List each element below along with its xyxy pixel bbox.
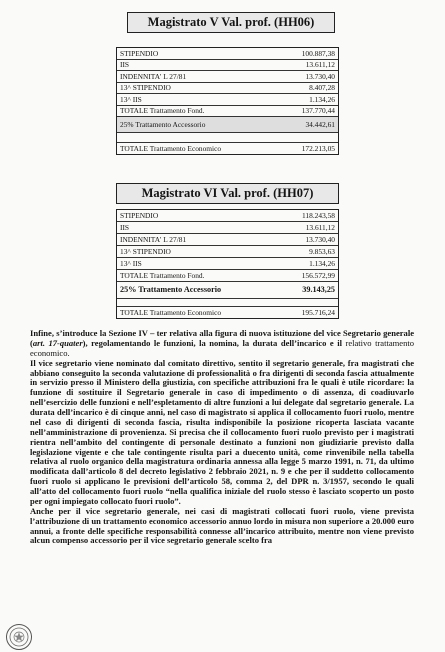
row-label: INDENNITA' L 27/81 (120, 235, 187, 244)
intro-text-b: ), regolamentando le funzioni, la nomina, la durata dell’incarico e il (82, 337, 342, 348)
row-label: IIS (120, 61, 130, 69)
row-value: 195.716,24 (301, 307, 335, 317)
paragraph-intro (30, 329, 414, 359)
article-reference: art. 17-quater (32, 337, 83, 348)
table-row (117, 106, 338, 118)
row-value: 13.730,40 (305, 71, 335, 81)
stamp-seal (6, 624, 32, 650)
table-row-total (117, 142, 338, 154)
table-row (117, 60, 338, 72)
row-label: STIPENDIO (120, 49, 159, 57)
table-row (117, 210, 338, 222)
paragraph-accessory-pay: Anche per il vice segretario generale, nei casi di magistrati collocati fuori ruolo, viene prevista l’attribuzione di un trattamento economico accessorio annuo lordo in misura non superiore a 20.000 euro annui, a fronte delle specifiche responsabilità connesse all’incarico attribuito, mentre non viene previsto alcun compenso accessorio per il vice segretario generale scelto fra (30, 505, 414, 546)
row-value: 118.243,58 (302, 210, 335, 220)
table-row (117, 234, 338, 246)
row-label: 13^ STIPENDIO (120, 247, 171, 256)
row-label: 25% Trattamento Accessorio (120, 285, 222, 294)
row-label: 13^ IIS (120, 259, 142, 268)
paragraph-vice-secretary: Il vice segretario viene nominato dal comitato direttivo, sentito il segretario generale, fra magistrati che abbiano conseguito la seconda valutazione di professionalità o fra dirigenti di seconda fascia attualmente in servizio presso il Ministero della giustizia, con specifiche attribuzioni fra le quali è utile ricordare: la funzione di sostituire il Segretario generale in caso di impedimento o di assenza, di coadiuvarlo nell’esercizio delle funzioni e nell’espletamento di altre funzioni a lui delegate dal segretario generale. La durata dell’incarico è di cinque anni, nel caso di magistrato si applica il collocamento fuori ruolo, mentre nel caso di dirigenti di seconda fascia, risulta indisponibile la posizione ricoperta lasciata vacante nell’amministrazione di provenienza. Si precisa che il collocamento fuori ruolo previsto per i magistrati rientra nell’ambito del contingente di personale destinato a funzioni non giudiziarie previsto dalla legislazione vigente e che tale contingente risulta pari a duecento unità, come rinvenibile nella tabella relativa al ruolo organico della magistratura ordinaria annessa alla legge 5 marzo 1991, n. 71, da ultimo modificata dall’articolo 8 del decreto legislativo 2 febbraio 2021, n. 9 e che per il suddetto collocamento fuori ruolo si applicano le previsioni dell’articolo 58, comma 2, del DPR n. 3/1957, secondo le quali all’atto del collocamento fuori ruolo “nella qualifica iniziale del ruolo stesso è lasciato scoperto un posto per ogni impiegato collocato fuori ruolo”. (30, 357, 414, 506)
row-value: 1.134,26 (309, 94, 335, 104)
row-value: 9.853,63 (309, 246, 335, 256)
row-label: TOTALE Trattamento Fond. (120, 107, 205, 115)
salary-table-1 (116, 47, 339, 155)
row-label: 13^ IIS (120, 95, 142, 103)
table-2-title (116, 183, 339, 204)
table-row (117, 258, 338, 270)
row-label: TOTALE Trattamento Economico (120, 144, 222, 153)
row-value: 172.213,05 (301, 143, 335, 153)
body-text (30, 329, 414, 546)
table-row-accessory (117, 117, 338, 133)
row-value: 13.611,12 (305, 222, 335, 232)
salary-table-2 (116, 209, 339, 319)
table-row (117, 94, 338, 106)
row-label: 25% Trattamento Accessorio (120, 120, 206, 129)
row-label: TOTALE Trattamento Fond. (120, 271, 205, 280)
row-value: 8.407,28 (309, 83, 335, 93)
row-label: INDENNITA' L 27/81 (120, 72, 187, 80)
table-row-spacer (117, 299, 338, 306)
row-value: 1.134,26 (309, 258, 335, 268)
intro-text-c: relativo trattamento economico. (30, 337, 415, 358)
table-2-title-text: Magistrato VI Val. prof. (HH07) (141, 186, 314, 200)
table-row (117, 222, 338, 234)
table-row-total (117, 306, 338, 318)
row-value: 156.572,99 (301, 270, 335, 280)
row-value: 39.143,25 (302, 284, 335, 294)
table-row (117, 246, 338, 258)
table-row (117, 71, 338, 83)
table-row (117, 270, 338, 282)
seal-emblem-icon (9, 627, 29, 647)
row-value: 100.887,38 (301, 48, 335, 58)
table-1-title (127, 12, 335, 33)
row-value: 34.442,61 (305, 119, 335, 129)
row-value: 137.770,44 (301, 106, 335, 116)
table-row-accessory (117, 282, 338, 299)
row-label: STIPENDIO (120, 211, 159, 220)
row-value: 13.730,40 (305, 234, 335, 244)
row-label: 13^ STIPENDIO (120, 84, 171, 92)
row-label: IIS (120, 223, 130, 232)
table-1-title-text: Magistrato V Val. prof. (HH06) (147, 15, 315, 29)
table-row (117, 48, 338, 60)
table-row (117, 83, 338, 95)
table-row-spacer (117, 133, 338, 142)
intro-text-a: Infine, s’introduce la Sezione IV – ter relativa alla figura di nuova istituzione del vice Segretario generale ( (30, 328, 414, 348)
row-label: TOTALE Trattamento Economico (120, 308, 222, 317)
row-value: 13.611,12 (305, 60, 335, 70)
